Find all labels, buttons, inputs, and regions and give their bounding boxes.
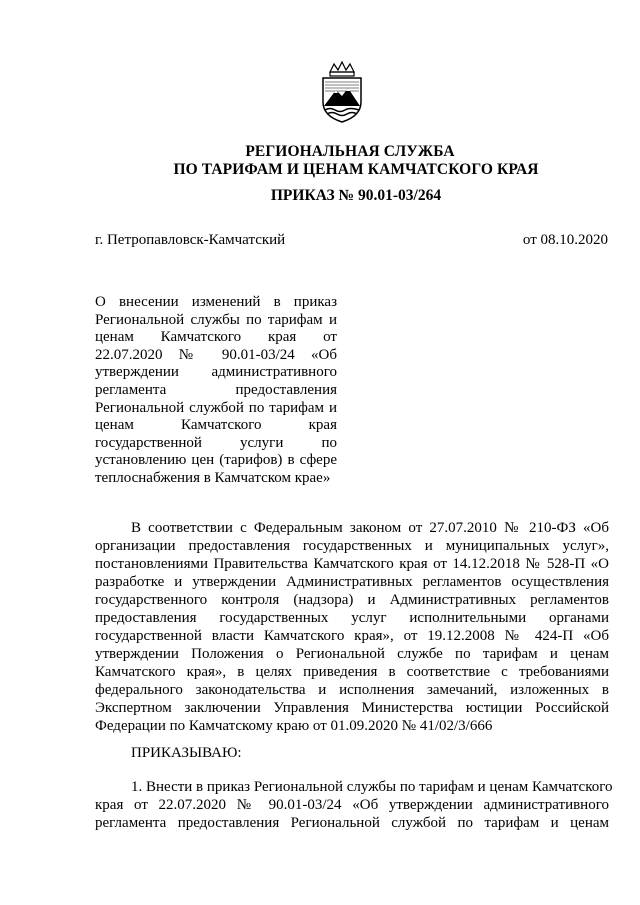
subject-line: теплоснабжения в Камчатском крае» (95, 469, 331, 486)
subject-line: О внесении изменений в приказ (95, 294, 337, 310)
preamble-line: организации предоставления государственных и муниципальных услуг», (95, 538, 609, 554)
subject-line: 22.07.2020 № 90.01-03/24 «Об (95, 346, 337, 363)
order-date: от 08.10.2020 (522, 232, 608, 248)
subject-line: ценам Камчатского края от (95, 329, 337, 346)
preamble-line: утверждении Положения о Региональной службе по тарифам и ценам (95, 646, 609, 662)
preamble-line: Экспертном заключении Управления Министерства юстиции Российской (95, 700, 609, 716)
preamble-line: разработке и утверждении Административных регламентов осуществления (95, 574, 609, 590)
preamble-line: Камчатского края», в целях приведения в соответствие с требованиями (95, 664, 609, 680)
preamble-line: В соответствии с Федеральным законом от 27.07.2010 № 210-ФЗ «Об (131, 520, 609, 536)
clause-line: края от 22.07.2020 № 90.01-03/24 «Об утверждении административного (95, 797, 609, 813)
order-subject (95, 294, 337, 488)
preamble-paragraph (95, 519, 609, 735)
preamble-line: предоставления государственных услуг исполнительными органами (95, 610, 609, 626)
subject-line: государственной услуги по (95, 434, 337, 451)
preamble-line: государственной власти Камчатского края», от 19.12.2008 № 424-П «Об (95, 628, 609, 644)
subject-line: регламента предоставления (95, 381, 337, 398)
subject-line: Региональной службы по тарифам и (95, 311, 337, 328)
subject-line: установлению цен (тарифов) в сфере (95, 452, 337, 469)
subject-line: утверждении административного (95, 364, 337, 381)
preamble-line: Федерации по Камчатскому краю от 01.09.2020 № 41/02/3/666 (95, 718, 493, 734)
preamble-line: федерального законодательства и исполнения замечаний, изложенных в (95, 682, 609, 698)
order-title: ПРИКАЗ № 90.01-03/264 (270, 187, 442, 204)
clause-line: 1. Внести в приказ Региональной службы по тарифам и ценам Камчатского (131, 779, 613, 795)
org-name-line-1: РЕГИОНАЛЬНАЯ СЛУЖБА (245, 143, 455, 160)
org-name-line-2: ПО ТАРИФАМ И ЦЕНАМ КАМЧАТСКОГО КРАЯ (173, 161, 539, 178)
clause-line: регламента предоставления Региональной службой по тарифам и ценам (95, 815, 609, 831)
subject-line: Региональной службой по тарифам и (95, 399, 337, 416)
clause-1-paragraph (95, 778, 613, 832)
preamble-line: государственного контроля (надзора) и Административных регламентов (95, 592, 609, 608)
preamble-line: постановлениями Правительства Камчатского края от 14.12.2018 № 528-П «О (95, 556, 609, 572)
city: г. Петропавловск-Камчатский (95, 232, 286, 248)
kamchatka-coat-of-arms-icon (318, 60, 366, 124)
order-word: ПРИКАЗЫВАЮ: (131, 745, 242, 761)
subject-line: ценам Камчатского края (95, 417, 337, 434)
